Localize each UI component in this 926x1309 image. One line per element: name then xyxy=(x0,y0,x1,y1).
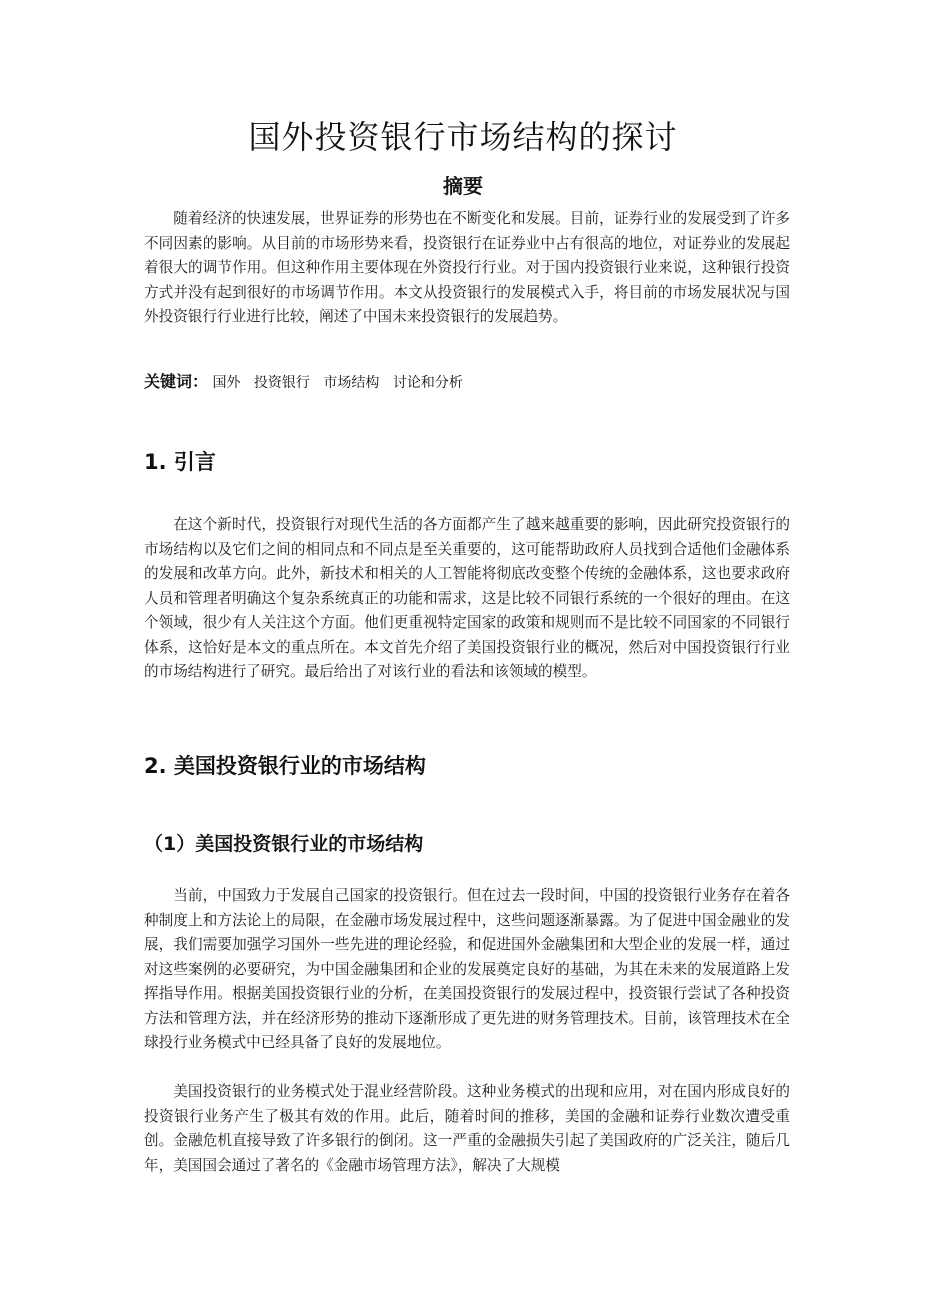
keyword-item: 讨论和分析 xyxy=(392,375,463,391)
section-heading-introduction: 1. 引言 xyxy=(144,450,216,474)
keyword-item: 投资银行 xyxy=(253,375,310,391)
body-paragraph: 美国投资银行的业务模式处于混业经营阶段。这种业务模式的出现和应用，对在国内形成良好的投资银行业务产生了极其有效的作用。此后，随着时间的推移，美国的金融和证券行业数次遭受重创。金融危机直接导致了许多银行的倒闭。这一严重的金融损失引起了美国政府的广泛关注，随后几年，美国国会通过了著名的《金融市场管理方法》，解决了大规模 xyxy=(144,1083,790,1174)
subsection-heading-us-market-structure: （1）美国投资银行业的市场结构 xyxy=(144,833,424,855)
keywords-label: 关键词： xyxy=(144,372,209,391)
keyword-item: 国外 xyxy=(212,375,241,391)
keyword-item: 市场结构 xyxy=(323,375,380,391)
body-paragraph: 当前，中国致力于发展自己国家的投资银行。但在过去一段时间，中国的投资银行业务存在着各种制度上和方法论上的局限，在金融市场发展过程中，这些问题逐渐暴露。为了促进中国金融业的发展，我们需要加强学习国外一些先进的理论经验，和促进国外金融集团和大型企业的发展一样，通过对这些案例的必要研究，为中国金融集团和企业的发展奠定良好的基础，为其在未来的发展道路上发挥指导作用。根据美国投资银行业的分析，在美国投资银行的发展过程中，投资银行尝试了各种投资方法和管理方法，并在经济形势的推动下逐渐形成了更先进的财务管理技术。目前，该管理技术在全球投行业务模式中已经具备了良好的发展地位。 xyxy=(144,887,790,1051)
keywords-line xyxy=(144,369,790,396)
abstract-paragraph: 随着经济的快速发展，世界证券的形势也在不断变化和发展。目前，证券行业的发展受到了许多不同因素的影响。从目前的市场形势来看，投资银行在证券业中占有很高的地位，对证券业的发展起着很大的调节作用。但这种作用主要体现在外资投行行业。对于国内投资银行业来说，这种银行投资方式并没有起到很好的市场调节作用。本文从投资银行的发展模式入手，将目前的市场发展状况与国外投资银行行业进行比较，阐述了中国未来投资银行的发展趋势。 xyxy=(144,210,790,325)
document-title: 国外投资银行市场结构的探讨 xyxy=(248,118,678,156)
abstract-heading: 摘要 xyxy=(443,174,483,198)
introduction-paragraph: 在这个新时代，投资银行对现代生活的各方面都产生了越来越重要的影响，因此研究投资银行的市场结构以及它们之间的相同点和不同点是至关重要的，这可能帮助政府人员找到合适他们金融体系的发展和改革方向。此外，新技术和相关的人工智能将彻底改变整个传统的金融体系，这也要求政府人员和管理者明确这个复杂系统真正的功能和需求，这是比较不同银行系统的一个很好的理由。在这个领域，很少有人关注这个方面。他们更重视特定国家的政策和规则而不是比较不同国家的不同银行体系，这恰好是本文的重点所在。本文首先介绍了美国投资银行业的概况，然后对中国投资银行行业的市场结构进行了研究。最后给出了对该行业的看法和该领域的模型。 xyxy=(144,516,790,680)
section-heading-us-market-structure: 2. 美国投资银行业的市场结构 xyxy=(144,754,426,778)
